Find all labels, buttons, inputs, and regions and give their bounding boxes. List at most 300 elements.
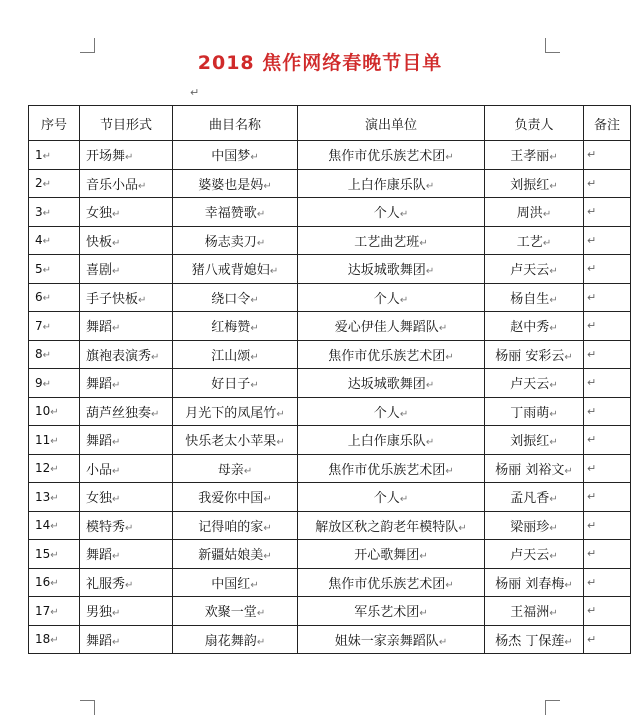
cell-type-text: 舞蹈 <box>86 320 113 336</box>
cell-note: ↵ <box>584 568 631 597</box>
cell-no <box>29 397 80 426</box>
cell-unit <box>298 312 485 341</box>
cell-no <box>29 568 80 597</box>
cell-type <box>80 226 173 255</box>
cell-no-text: 18 <box>35 632 51 647</box>
cell-end-mark-icon: ↵ <box>438 636 448 648</box>
cell-unit-text: 焦作市优乐族艺术团 <box>328 462 446 478</box>
cell-end-mark-icon: ↵ <box>112 209 121 221</box>
cell-end-mark-icon: ↵ <box>151 351 160 363</box>
cell-end-mark-icon: ↵ <box>263 494 272 506</box>
cell-no-text: 10 <box>35 404 51 419</box>
cell-end-mark-icon: ↵ <box>458 522 467 534</box>
cell-type <box>80 625 173 654</box>
cell-unit-text: 焦作市优乐族艺术团 <box>328 348 446 364</box>
cell-no-text: 6 <box>35 290 43 305</box>
cell-name-text: 绕口令 <box>211 291 251 307</box>
cell-end-mark-icon: ↵ <box>549 180 558 192</box>
cell-unit-text: 焦作市优乐族艺术团 <box>328 149 446 165</box>
cell-name <box>173 426 298 455</box>
cell-type <box>80 141 173 170</box>
cell-resp <box>485 198 584 227</box>
cell-end-mark-icon: ↵ <box>138 180 147 192</box>
header-note: 备注 <box>584 106 631 141</box>
cell-resp-text: 丁雨萌 <box>510 405 550 421</box>
cell-no-text: 7 <box>35 318 43 333</box>
cell-no-text: 15 <box>35 546 51 561</box>
cell-name-text: 新疆姑娘美 <box>198 548 264 564</box>
cell-end-mark-icon: ↵ <box>549 294 558 306</box>
cell-resp <box>485 568 584 597</box>
cell-end-mark-icon: ↵ <box>125 579 134 591</box>
cell-end-mark-icon: ↵ <box>112 636 121 648</box>
cell-no-text: 2 <box>35 176 43 191</box>
cell-unit <box>298 340 485 369</box>
cell-resp-text: 卢天云 <box>510 263 550 279</box>
cell-unit <box>298 454 485 483</box>
cell-type <box>80 540 173 569</box>
cell-end-mark-icon: ↵ <box>549 152 558 164</box>
cell-no <box>29 511 80 540</box>
cell-type-text: 开场舞 <box>86 149 126 165</box>
cell-no-text: 4 <box>35 233 43 248</box>
cell-name-text: 好日子 <box>211 377 251 393</box>
cell-name-text: 杨志卖刀 <box>204 234 257 250</box>
table-row <box>29 169 631 198</box>
cell-name <box>173 568 298 597</box>
cell-unit <box>298 426 485 455</box>
cell-unit <box>298 597 485 626</box>
cell-resp <box>485 625 584 654</box>
program-table <box>28 105 631 654</box>
table-row <box>29 340 631 369</box>
cell-name <box>173 397 298 426</box>
cell-end-mark-icon: ↵ <box>263 180 272 192</box>
cell-name <box>173 340 298 369</box>
cell-type <box>80 426 173 455</box>
header-unit: 演出单位 <box>298 106 485 141</box>
cell-resp-text: 杨丽 刘春梅 <box>495 576 565 592</box>
cell-name <box>173 511 298 540</box>
cell-name <box>173 283 298 312</box>
header-type: 节目形式 <box>80 106 173 141</box>
cell-type-text: 礼服秀 <box>86 576 126 592</box>
cell-end-mark-icon: ↵ <box>276 408 285 420</box>
cell-resp-text: 刘振红 <box>510 434 550 450</box>
cell-type-text: 旗袍表演秀 <box>86 348 152 364</box>
cell-name-text: 记得咱的家 <box>198 519 264 535</box>
cell-no <box>29 369 80 398</box>
table-row <box>29 283 631 312</box>
cell-end-mark-icon: ↵ <box>542 237 552 249</box>
cell-end-mark-icon: ↵ <box>549 323 558 335</box>
cell-end-mark-icon: ↵ <box>256 636 266 648</box>
cell-resp-text: 王福洲 <box>510 605 550 621</box>
cell-end-mark-icon: ↵ <box>42 321 52 333</box>
cell-name-text: 红梅赞 <box>211 320 251 336</box>
cell-name-text: 幸福赞歌 <box>204 206 257 222</box>
cell-type <box>80 397 173 426</box>
cell-name-text: 中国红 <box>211 576 251 592</box>
cell-resp-text: 赵中秀 <box>510 320 550 336</box>
cell-end-mark-icon: ↵ <box>42 236 52 248</box>
cell-no-text: 9 <box>35 375 43 390</box>
cell-unit <box>298 226 485 255</box>
cell-unit <box>298 483 485 512</box>
cell-end-mark-icon: ↵ <box>42 293 52 305</box>
cell-no <box>29 340 80 369</box>
cell-end-mark-icon: ↵ <box>276 437 285 449</box>
cell-name <box>173 169 298 198</box>
cell-unit <box>298 625 485 654</box>
table-header-row <box>29 106 631 141</box>
cell-no-text: 11 <box>35 432 51 447</box>
cell-end-mark-icon: ↵ <box>549 380 558 392</box>
cell-end-mark-icon: ↵ <box>564 579 573 591</box>
cell-type-text: 男独 <box>86 605 113 621</box>
cell-note: ↵ <box>584 540 631 569</box>
cell-end-mark-icon: ↵ <box>250 380 259 392</box>
cell-type-text: 舞蹈 <box>86 633 113 649</box>
cell-no <box>29 540 80 569</box>
cell-end-mark-icon: ↵ <box>425 180 435 192</box>
table-row <box>29 141 631 170</box>
cell-type <box>80 369 173 398</box>
cell-type <box>80 454 173 483</box>
cell-type-text: 小品 <box>86 462 113 478</box>
cell-name <box>173 454 298 483</box>
cell-name <box>173 369 298 398</box>
cell-end-mark-icon: ↵ <box>50 549 59 561</box>
cell-type <box>80 169 173 198</box>
cell-no <box>29 625 80 654</box>
cell-note: ↵ <box>584 141 631 170</box>
cell-unit <box>298 169 485 198</box>
cell-resp-text: 杨丽 安彩云 <box>495 348 565 364</box>
cell-end-mark-icon: ↵ <box>112 380 121 392</box>
cell-end-mark-icon: ↵ <box>151 408 160 420</box>
cell-note: ↵ <box>584 397 631 426</box>
cell-type-text: 女独 <box>86 206 113 222</box>
cell-resp <box>485 397 584 426</box>
cell-type-text: 快板 <box>86 234 113 250</box>
cell-resp-text: 工艺 <box>516 234 543 250</box>
table-row <box>29 511 631 540</box>
cell-type-text: 手子快板 <box>86 291 139 307</box>
cell-no-text: 3 <box>35 204 43 219</box>
cell-name <box>173 198 298 227</box>
cell-no-text: 8 <box>35 347 43 362</box>
cell-type-text: 音乐小品 <box>86 177 139 193</box>
cell-name-text: 快乐老太小苹果 <box>185 434 277 450</box>
cell-end-mark-icon: ↵ <box>425 266 435 278</box>
cell-note: ↵ <box>584 255 631 284</box>
cell-unit <box>298 141 485 170</box>
cell-resp <box>485 454 584 483</box>
cell-end-mark-icon: ↵ <box>42 179 52 191</box>
cell-note: ↵ <box>584 340 631 369</box>
cell-resp <box>485 226 584 255</box>
cell-resp-text: 孟凡香 <box>510 491 550 507</box>
cell-end-mark-icon: ↵ <box>125 152 134 164</box>
cell-end-mark-icon: ↵ <box>399 494 409 506</box>
cell-name-text: 婆婆也是妈 <box>198 177 264 193</box>
table-row <box>29 597 631 626</box>
cell-end-mark-icon: ↵ <box>549 266 558 278</box>
cell-end-mark-icon: ↵ <box>112 551 121 563</box>
cell-end-mark-icon: ↵ <box>399 209 409 221</box>
cell-resp <box>485 540 584 569</box>
cell-no-text: 17 <box>35 603 51 618</box>
cell-resp <box>485 511 584 540</box>
cell-end-mark-icon: ↵ <box>42 264 52 276</box>
cell-resp <box>485 597 584 626</box>
cell-no <box>29 255 80 284</box>
cell-no-text: 14 <box>35 518 51 533</box>
cell-type <box>80 312 173 341</box>
table-row <box>29 369 631 398</box>
cell-unit-text: 达坂城歌舞团 <box>347 263 426 279</box>
cell-end-mark-icon: ↵ <box>42 350 52 362</box>
table-row <box>29 454 631 483</box>
cell-end-mark-icon: ↵ <box>112 608 121 620</box>
page-corner-mark-bottom-right <box>545 700 560 715</box>
cell-end-mark-icon: ↵ <box>445 465 454 477</box>
cell-resp-text: 杨自生 <box>510 291 550 307</box>
cell-type <box>80 198 173 227</box>
cell-end-mark-icon: ↵ <box>564 351 573 363</box>
cell-unit <box>298 255 485 284</box>
cell-note: ↵ <box>584 625 631 654</box>
cell-end-mark-icon: ↵ <box>549 522 558 534</box>
cell-end-mark-icon: ↵ <box>50 492 59 504</box>
cell-unit-text: 个人 <box>373 405 400 421</box>
cell-end-mark-icon: ↵ <box>112 437 121 449</box>
table-row <box>29 198 631 227</box>
cell-end-mark-icon: ↵ <box>419 237 428 249</box>
cell-end-mark-icon: ↵ <box>542 209 552 221</box>
page-corner-mark-bottom-left <box>80 700 95 715</box>
paragraph-mark-icon: ↵ <box>190 86 200 99</box>
cell-end-mark-icon: ↵ <box>250 152 259 164</box>
cell-end-mark-icon: ↵ <box>399 408 409 420</box>
cell-type <box>80 255 173 284</box>
cell-type-text: 舞蹈 <box>86 377 113 393</box>
cell-type-text: 葫芦丝独奏 <box>86 405 152 421</box>
cell-name-text: 我爱你中国 <box>198 491 264 507</box>
cell-name-text: 猪八戒背媳妇 <box>191 263 270 279</box>
cell-no <box>29 597 80 626</box>
cell-no-text: 5 <box>35 261 43 276</box>
header-resp: 负责人 <box>485 106 584 141</box>
table-row <box>29 397 631 426</box>
cell-resp-text: 刘振红 <box>510 177 550 193</box>
cell-type-text: 模特秀 <box>86 519 126 535</box>
cell-no <box>29 454 80 483</box>
cell-note: ↵ <box>584 312 631 341</box>
cell-end-mark-icon: ↵ <box>50 606 59 618</box>
cell-note: ↵ <box>584 169 631 198</box>
cell-resp-text: 梁丽珍 <box>510 519 550 535</box>
cell-no <box>29 169 80 198</box>
document-title: 2018 焦作网络春晚节目单 <box>197 52 443 74</box>
cell-note: ↵ <box>584 511 631 540</box>
table-row <box>29 312 631 341</box>
cell-name <box>173 540 298 569</box>
cell-resp <box>485 255 584 284</box>
cell-note: ↵ <box>584 426 631 455</box>
cell-end-mark-icon: ↵ <box>243 465 253 477</box>
table-row <box>29 483 631 512</box>
cell-resp-text: 周洪 <box>516 206 543 222</box>
cell-unit-text: 姐妹一家亲舞蹈队 <box>334 633 439 649</box>
cell-end-mark-icon: ↵ <box>42 378 52 390</box>
cell-resp <box>485 426 584 455</box>
cell-end-mark-icon: ↵ <box>399 294 409 306</box>
cell-type <box>80 597 173 626</box>
cell-unit-text: 开心歌舞团 <box>354 548 420 564</box>
cell-unit-text: 上白作康乐队 <box>347 434 426 450</box>
cell-name <box>173 625 298 654</box>
cell-unit-text: 个人 <box>373 206 400 222</box>
cell-unit <box>298 283 485 312</box>
cell-end-mark-icon: ↵ <box>263 522 272 534</box>
cell-end-mark-icon: ↵ <box>425 437 435 449</box>
cell-resp <box>485 283 584 312</box>
cell-unit-text: 军乐艺术团 <box>354 605 420 621</box>
cell-unit <box>298 369 485 398</box>
cell-no <box>29 283 80 312</box>
cell-end-mark-icon: ↵ <box>50 464 59 476</box>
cell-end-mark-icon: ↵ <box>256 237 266 249</box>
cell-unit-text: 上白作康乐队 <box>347 177 426 193</box>
cell-unit <box>298 511 485 540</box>
cell-unit-text: 个人 <box>373 291 400 307</box>
cell-resp-text: 卢天云 <box>510 548 550 564</box>
cell-resp-text: 杨杰 丁保莲 <box>495 633 565 649</box>
cell-end-mark-icon: ↵ <box>112 494 121 506</box>
cell-name-text: 扇花舞韵 <box>204 633 257 649</box>
table-row <box>29 625 631 654</box>
cell-end-mark-icon: ↵ <box>263 551 272 563</box>
cell-end-mark-icon: ↵ <box>42 207 52 219</box>
cell-name <box>173 141 298 170</box>
cell-end-mark-icon: ↵ <box>256 209 266 221</box>
cell-type <box>80 283 173 312</box>
table-row <box>29 226 631 255</box>
cell-name <box>173 597 298 626</box>
cell-no <box>29 426 80 455</box>
cell-unit <box>298 540 485 569</box>
cell-end-mark-icon: ↵ <box>50 635 59 647</box>
cell-end-mark-icon: ↵ <box>50 435 59 447</box>
cell-no <box>29 226 80 255</box>
cell-name-text: 月光下的凤尾竹 <box>185 405 277 421</box>
cell-end-mark-icon: ↵ <box>438 323 448 335</box>
cell-note: ↵ <box>584 226 631 255</box>
cell-no-text: 16 <box>35 575 51 590</box>
cell-end-mark-icon: ↵ <box>250 579 259 591</box>
cell-end-mark-icon: ↵ <box>42 150 52 162</box>
cell-end-mark-icon: ↵ <box>138 294 147 306</box>
cell-note: ↵ <box>584 369 631 398</box>
cell-end-mark-icon: ↵ <box>112 323 121 335</box>
cell-end-mark-icon: ↵ <box>445 152 454 164</box>
cell-end-mark-icon: ↵ <box>250 323 259 335</box>
cell-no <box>29 198 80 227</box>
cell-end-mark-icon: ↵ <box>549 437 558 449</box>
cell-end-mark-icon: ↵ <box>564 465 573 477</box>
cell-unit-text: 解放区秋之韵老年模特队 <box>315 519 459 535</box>
cell-note: ↵ <box>584 597 631 626</box>
cell-resp <box>485 141 584 170</box>
cell-end-mark-icon: ↵ <box>125 522 134 534</box>
cell-note: ↵ <box>584 198 631 227</box>
cell-no-text: 13 <box>35 489 51 504</box>
cell-no <box>29 483 80 512</box>
cell-name-text: 江山颂 <box>211 348 251 364</box>
cell-end-mark-icon: ↵ <box>112 237 121 249</box>
cell-no-text: 1 <box>35 147 43 162</box>
cell-note: ↵ <box>584 454 631 483</box>
cell-resp <box>485 169 584 198</box>
cell-end-mark-icon: ↵ <box>564 636 573 648</box>
cell-end-mark-icon: ↵ <box>549 608 558 620</box>
cell-name <box>173 483 298 512</box>
cell-type-text: 舞蹈 <box>86 434 113 450</box>
cell-end-mark-icon: ↵ <box>445 351 454 363</box>
table-row <box>29 426 631 455</box>
cell-note: ↵ <box>584 483 631 512</box>
cell-name-text: 母亲 <box>217 462 244 478</box>
cell-unit-text: 达坂城歌舞团 <box>347 377 426 393</box>
table-row <box>29 540 631 569</box>
cell-resp-text: 卢天云 <box>510 377 550 393</box>
cell-unit <box>298 198 485 227</box>
cell-end-mark-icon: ↵ <box>419 551 428 563</box>
cell-end-mark-icon: ↵ <box>50 521 59 533</box>
cell-type-text: 女独 <box>86 491 113 507</box>
cell-type <box>80 511 173 540</box>
cell-type-text: 舞蹈 <box>86 548 113 564</box>
cell-type <box>80 483 173 512</box>
cell-name <box>173 226 298 255</box>
cell-note: ↵ <box>584 283 631 312</box>
cell-end-mark-icon: ↵ <box>549 408 558 420</box>
cell-resp-text: 杨丽 刘裕文 <box>495 462 565 478</box>
header-no: 序号 <box>29 106 80 141</box>
cell-no <box>29 141 80 170</box>
cell-type-text: 喜剧 <box>86 263 113 279</box>
cell-name <box>173 255 298 284</box>
header-name: 曲目名称 <box>173 106 298 141</box>
cell-unit-text: 焦作市优乐族艺术团 <box>328 576 446 592</box>
cell-end-mark-icon: ↵ <box>445 579 454 591</box>
cell-end-mark-icon: ↵ <box>256 608 266 620</box>
table-row <box>29 255 631 284</box>
cell-end-mark-icon: ↵ <box>419 608 428 620</box>
cell-resp <box>485 369 584 398</box>
cell-unit <box>298 397 485 426</box>
cell-end-mark-icon: ↵ <box>112 465 121 477</box>
cell-no-text: 12 <box>35 461 51 476</box>
cell-type <box>80 568 173 597</box>
cell-end-mark-icon: ↵ <box>50 578 59 590</box>
cell-end-mark-icon: ↵ <box>250 294 259 306</box>
cell-name-text: 欢聚一堂 <box>204 605 257 621</box>
cell-resp <box>485 312 584 341</box>
cell-end-mark-icon: ↵ <box>269 266 279 278</box>
